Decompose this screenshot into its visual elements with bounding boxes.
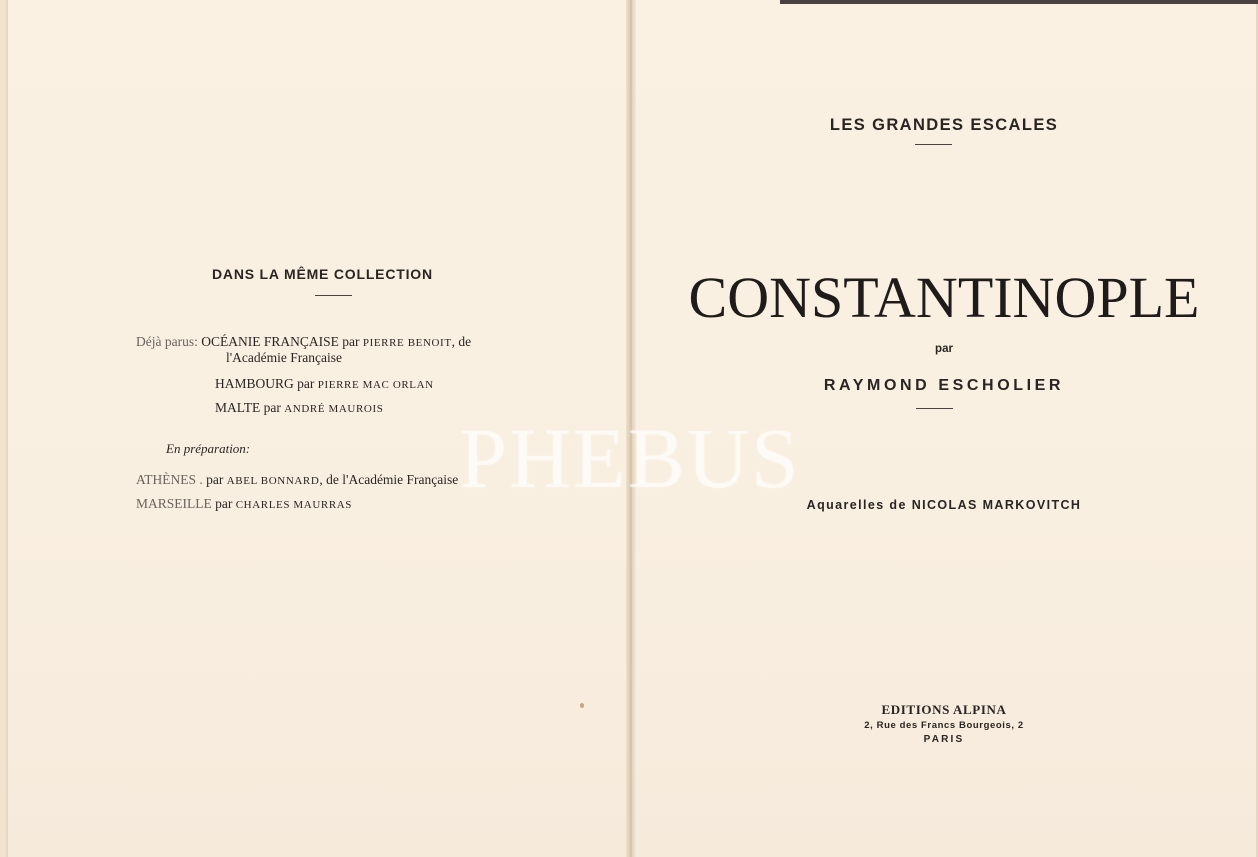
entry-author: ANDRÉ MAUROIS: [284, 403, 384, 415]
list-item: [136, 470, 458, 491]
entry-continuation: l'Académie Française: [226, 350, 343, 365]
entry-par: par: [297, 376, 315, 391]
list-item: [136, 494, 352, 515]
entry-title: ATHÈNES .: [136, 472, 203, 487]
publisher-address: 2, Rue des Francs Bourgeois, 2: [864, 720, 1024, 731]
entry-par: par: [215, 496, 233, 511]
heading-divider: [315, 295, 352, 296]
entry-title: MALTE: [215, 400, 261, 415]
entry-author: ABEL BONNARD: [226, 475, 320, 487]
paper-speck: [580, 703, 584, 708]
entry-author: PIERRE MAC ORLAN: [317, 379, 434, 391]
entry-author: PIERRE BENOIT: [362, 337, 452, 349]
author-divider: [916, 408, 953, 409]
entry-par: par: [263, 400, 281, 415]
entry-title: HAMBOURG: [215, 376, 294, 391]
publisher-city: PARIS: [923, 734, 965, 745]
series-divider: [915, 144, 952, 145]
list-item: [215, 398, 383, 419]
deja-parus-label: Déjà parus:: [136, 334, 198, 349]
par-label: par: [935, 343, 953, 355]
list-item: [215, 374, 434, 395]
preparation-label: En préparation:: [166, 441, 251, 456]
author-name: RAYMOND ESCHOLIER: [823, 377, 1065, 394]
book-top-edge: [780, 0, 1258, 4]
collection-heading: DANS LA MÊME COLLECTION: [212, 266, 433, 282]
illustrator-credit: Aquarelles de NICOLAS MARKOVITCH: [806, 498, 1082, 512]
entry-title: MARSEILLE: [136, 496, 212, 511]
series-title: LES GRANDES ESCALES: [829, 116, 1059, 134]
entry-author: CHARLES MAURRAS: [235, 499, 353, 511]
list-item: [226, 348, 342, 368]
publisher-name: EDITIONS ALPINA: [881, 702, 1007, 717]
watermark: PHEBUS: [459, 410, 801, 506]
entry-suffix: , de: [451, 334, 472, 349]
entry-suffix: , de l'Académie Française: [319, 472, 459, 487]
entry-title: OCÉANIE FRANÇAISE: [201, 334, 339, 349]
entry-par: par: [342, 334, 360, 349]
book-title: CONSTANTINOPLE: [688, 265, 1200, 330]
entry-par: par: [206, 472, 224, 487]
